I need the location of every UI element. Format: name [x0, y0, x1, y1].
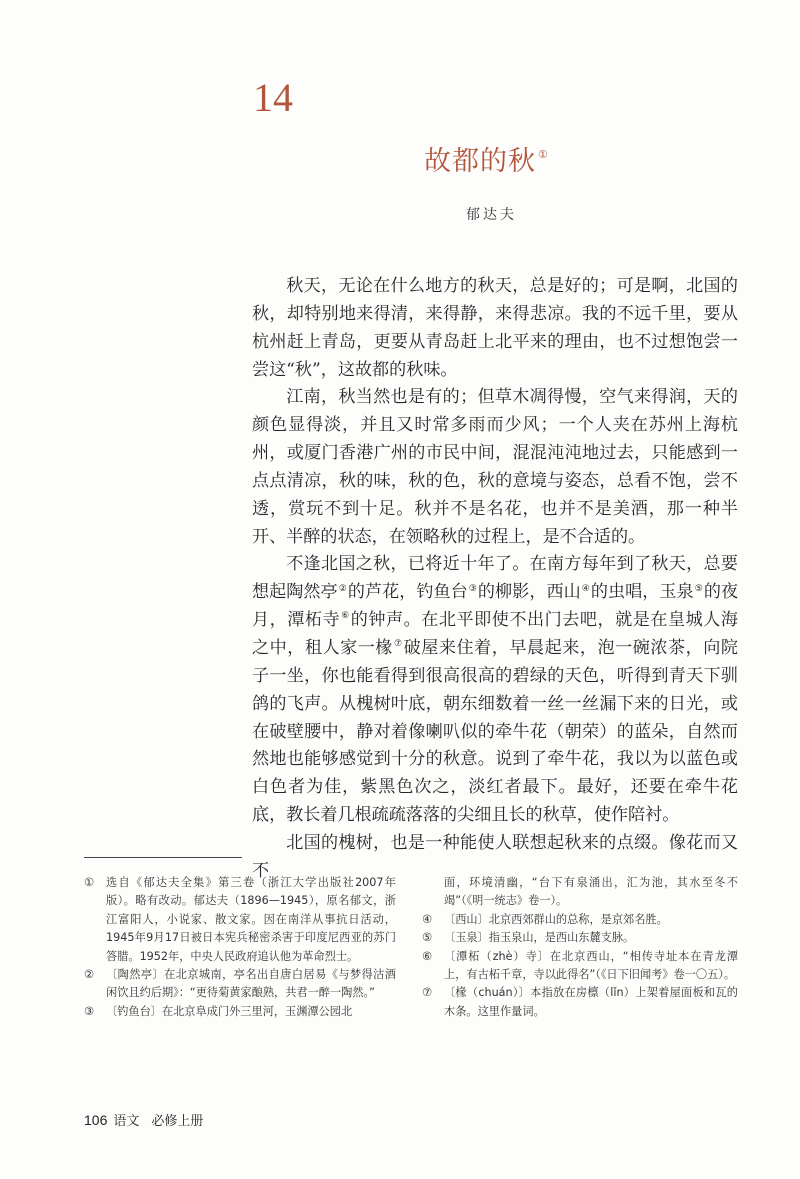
footnote-item [84, 1003, 396, 1021]
body-text-segment: 的芦花，钓鱼台 [347, 582, 468, 603]
footnotes-right-column [422, 874, 738, 1021]
footnote-number: ⑦ [422, 986, 433, 1000]
footnote-continuation: 面，环境清幽，“台下有泉涌出，汇为池，其水至冬不竭”（《明一统志》卷一）。 [444, 876, 738, 908]
body-text-segment: 秋天，无论在什么地方的秋天，总是好的；可是啊，北国的秋，却特别地来得清，来得静，来得悲凉。我的不远千里，要从杭州赶上青岛，更要从青岛赶上北平来的理由，也不过想饱尝一尝这“秋”，这故都的秋味。 [252, 276, 738, 380]
footnote-item [422, 984, 738, 1021]
footnote-number: ⑤ [422, 931, 433, 945]
footnote-divider [84, 857, 242, 858]
body-paragraph [252, 551, 738, 829]
footnote-text: 〔潭柘（zhè）寺〕在北京西山，“相传寺址本在青龙潭上，有古柘千章，寺以此得名”（《日下旧闻考》卷一〇五）。 [444, 949, 738, 982]
footnote-text: 〔西山〕北京西郊群山的总称，是京郊名胜。 [444, 912, 668, 926]
footnote-item [422, 929, 738, 947]
footnote-number: ③ [84, 1004, 95, 1018]
footnote-reference: ⑦ [394, 639, 403, 650]
footnote-number: ④ [422, 912, 433, 926]
footnote-text: 〔陶然亭〕在北京城南，亭名出自唐白居易《与梦得沽酒闲饮且约后期》：“更待菊黄家酿熟，共君一醉一陶然。” [106, 968, 396, 1000]
body-text-segment: 的夜月，潭柘寺 [252, 582, 739, 631]
footnote-number: ② [84, 968, 95, 982]
page-title: 故都的秋 [424, 146, 536, 177]
footnote-item [422, 911, 738, 929]
body-text-segment: 破屋来住着，早晨起来，泡一碗浓茶，向院子一坐，你也能看得到很高很高的碧绿的天色，听得到青天下驯鸽的飞声。从槐树叶底，朝东细数着一丝一丝漏下来的日光，或在破壁腰中，静对着像喇叭似的牵牛花（朝荣）的蓝朵，自然而然地也能够感觉到十分的秋意。说到了牵牛花，我以为以蓝色或白色者为佳，紫黑色次之，淡红者最下。最好，还要在牵牛花底，教长着几根疏疏落落的尖细且长的秋草，使作陪衬。 [252, 637, 738, 826]
footnote-text: 〔椽（chuán）〕本指放在房檩（lǐn）上架着屋面板和瓦的木条。这里作量词。 [444, 986, 738, 1018]
body-text-segment: 的柳影，西山 [477, 582, 581, 603]
body-text [252, 273, 738, 886]
footnote-reference: ④ [581, 583, 590, 594]
title-block [424, 139, 548, 178]
body-paragraph [252, 384, 738, 551]
body-text-segment: 北国的槐树，也是一种能使人联想起秋来的点缀。像花而又不 [252, 832, 738, 881]
body-text-segment: 不逢北国之秋，已将近十年了。在南方每年到了秋天，总要想起陶然亭 [252, 554, 738, 603]
footnote-text: 选自《郁达夫全集》第三卷（浙江大学出版社2007年版）。略有改动。郁达夫（1896—1945），原名郁文，浙江富阳人，小说家、散文家。因在南洋从事抗日活动，1945年9月17日被日本宪兵秘密杀害于印度尼西亚的苏门答腊。1952年，中央人民政府追认他为革命烈士。 [106, 876, 396, 963]
footnote-text: 〔钓鱼台〕在北京阜成门外三里河，玉渊潭公园北 [106, 1004, 353, 1018]
body-text-segment: 的虫唱，玉泉 [590, 582, 694, 603]
footnote-number: ⑥ [422, 949, 433, 963]
footnotes-left-column [84, 874, 396, 1021]
footnote-number: ① [84, 876, 95, 889]
body-text-segment: 江南，秋当然也是有的；但草木凋得慢，空气来得润，天的颜色显得淡，并且又时常多雨而少风；一个人夹在苏州上海杭州，或厦门香港广州的市民中间，混混沌沌地过去，只能感到一点点清凉，秋的味，秋的色，秋的意境与姿态，总看不饱，尝不透，赏玩不到十足。秋并不是名花，也并不是美酒，那一种半开、半醉的状态，在领略秋的过程上，是不合适的。 [252, 387, 738, 547]
footnote-reference: ② [338, 583, 347, 594]
body-paragraph [252, 273, 738, 384]
volume-name: 必修上册 [151, 1114, 204, 1129]
footnote-reference: ⑥ [341, 611, 350, 622]
body-text-segment: 的钟声。在北平即使不出门去吧，就是在皇城人海之中，租人家一椽 [252, 610, 739, 658]
footnote-text: 〔玉泉〕指玉泉山，是西山东麓支脉。 [444, 931, 635, 945]
page-number: 106 [84, 1112, 108, 1128]
footnote-reference: ③ [468, 583, 477, 594]
author-name: 郁达夫 [466, 207, 517, 223]
lesson-number: 14 [253, 75, 293, 120]
footnote-reference: ⑤ [694, 583, 703, 594]
title-footnote-mark: ① [538, 147, 548, 161]
footnote-item [84, 966, 396, 1003]
page-footer [84, 1110, 203, 1129]
footnote-item [84, 874, 396, 966]
subject-name: 语文 [113, 1114, 140, 1129]
footnote-item [422, 948, 738, 985]
